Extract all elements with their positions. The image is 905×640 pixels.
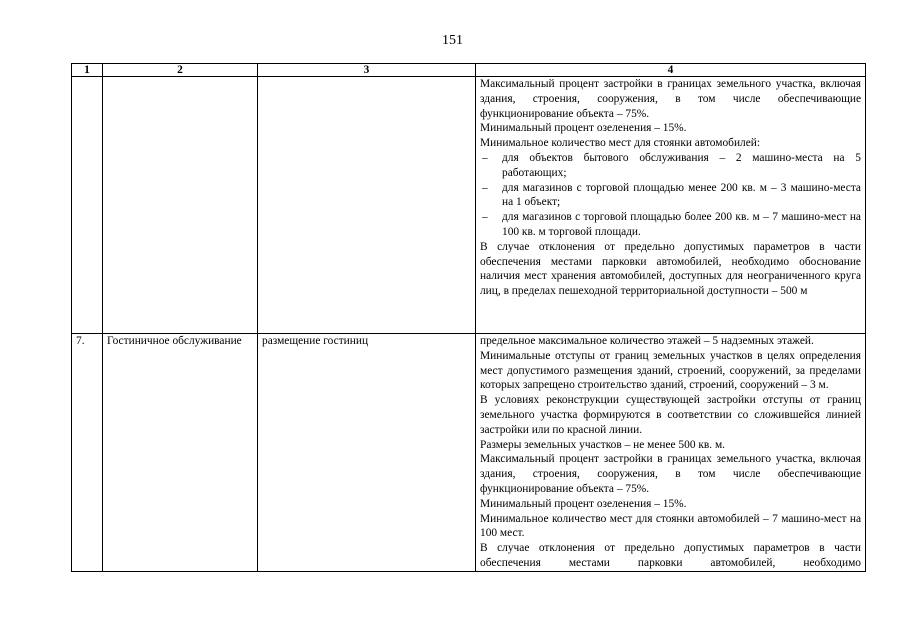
cell-description: размещение гостиниц bbox=[258, 334, 476, 572]
header-cell-1: 1 bbox=[72, 64, 103, 77]
cell-number bbox=[72, 77, 103, 334]
list-item: – для магазинов с торговой площадью более 200 кв. м – 7 машино-мест на 100 кв. м торговой площади. bbox=[482, 211, 861, 238]
header-cell-4: 4 bbox=[476, 64, 866, 77]
table-row-7 bbox=[72, 334, 866, 572]
parameter-paragraph: Размеры земельных участков – не менее 500 кв. м. bbox=[480, 438, 726, 451]
parameter-paragraph: Минимальный процент озеленения – 15%. bbox=[480, 497, 687, 510]
cell-name bbox=[103, 77, 258, 334]
parameter-paragraph: В условиях реконструкции существующей застройки отступы от границ земельного участка формируются в соответствии со сложившейся линией застройки или по красной линии. bbox=[480, 394, 861, 436]
cell-name: Гостиничное обслуживание bbox=[103, 334, 258, 572]
table-row-continuation bbox=[72, 77, 866, 334]
parameter-paragraph: Минимальное количество мест для стоянки автомобилей – 7 машино-мест на 100 мест. bbox=[480, 512, 861, 540]
parameter-paragraph: Минимальное количество мест для стоянки автомобилей: bbox=[480, 137, 761, 150]
header-cell-2: 2 bbox=[103, 64, 258, 77]
cell-description bbox=[258, 77, 476, 334]
page-number: 151 bbox=[442, 33, 463, 48]
list-item-text: для объектов бытового обслуживания – 2 машино-места на 5 работающих; bbox=[502, 151, 861, 179]
cell-parameters bbox=[476, 334, 866, 572]
list-item-text: для магазинов с торговой площадью менее 200 кв. м – 3 машино-места на 1 объект; bbox=[502, 181, 861, 209]
parameter-paragraph: Максимальный процент застройки в границах земельного участка, включая здания, строения, сооружения, в том числе обеспечивающие функционирование объекта – 75%. bbox=[480, 453, 861, 495]
regulations-table bbox=[71, 63, 866, 572]
parameter-paragraph: Минимальный процент озеленения – 15%. bbox=[480, 122, 687, 135]
header-cell-3: 3 bbox=[258, 64, 476, 77]
cell-parameters bbox=[476, 77, 866, 334]
parameter-paragraph: В случае отклонения от предельно допустимых параметров в части обеспечения местами парковки автомобилей, необходимо bbox=[480, 542, 861, 569]
parameter-paragraph: Минимальные отступы от границ земельных участков в целях определения мест допустимого размещения зданий, строений, сооружений, за пределами которых запрещено строительство зданий, строений, сооружений – 3 м. bbox=[480, 349, 861, 392]
list-item: – для магазинов с торговой площадью менее 200 кв. м – 3 машино-места на 1 объект; bbox=[482, 181, 861, 209]
parameter-paragraph: предельное максимальное количество этажей – 5 надземных этажей. bbox=[480, 335, 814, 347]
parameter-paragraph: В случае отклонения от предельно допустимых параметров в части обеспечения местами парковки автомобилей, необходимо обоснование наличия мест хранения автомобилей, доступных для неограниченного круга лиц, в пределах пешеходной территориальной доступности – 500 м bbox=[480, 240, 861, 298]
list-item-text: для магазинов с торговой площадью более 200 кв. м – 7 машино-мест на 100 кв. м торговой площади. bbox=[502, 211, 861, 238]
cell-number: 7. bbox=[72, 334, 103, 572]
parameter-paragraph: Максимальный процент застройки в границах земельного участка, включая здания, строения, сооружения, в том числе обеспечивающие функционирование объекта – 75%. bbox=[480, 78, 861, 120]
list-item: – для объектов бытового обслуживания – 2 машино-места на 5 работающих; bbox=[482, 151, 861, 179]
header-row bbox=[72, 64, 866, 77]
